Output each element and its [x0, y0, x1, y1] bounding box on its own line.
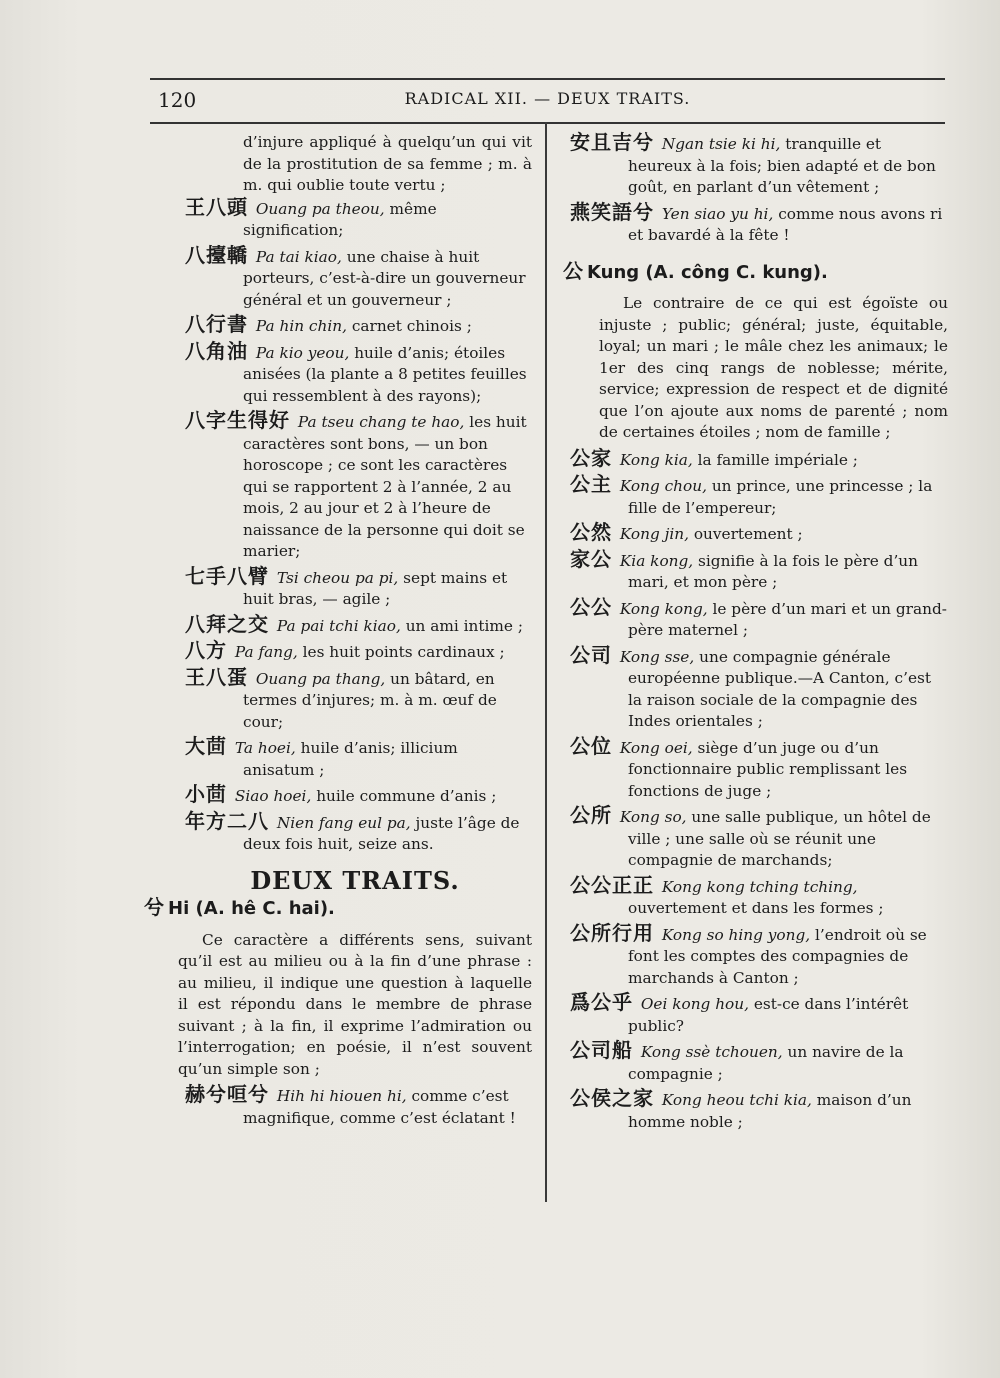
entry-definition: comme c’est magnifique, comme c’est éclatant ! [243, 1087, 516, 1127]
entry-characters: 公主 [570, 472, 612, 496]
dictionary-entry [178, 611, 532, 638]
entry-definition: est-ce dans l’intérêt public? [628, 995, 909, 1035]
dictionary-entry [563, 594, 948, 642]
entry-definition: un navire de la compagnie ; [628, 1043, 904, 1083]
entry-definition: un ami intime ; [405, 616, 523, 635]
entry-definition: sept mains et huit bras, — agile ; [243, 568, 508, 608]
entry-characters: 爲公乎 [570, 990, 633, 1014]
entry-romanization: Kong kong tching tching, [661, 877, 858, 896]
dictionary-entry [563, 992, 948, 1037]
entry-characters: 公司船 [570, 1038, 633, 1062]
entry-characters: 八角油 [185, 338, 248, 363]
running-head [150, 78, 945, 124]
dictionary-entry [178, 242, 532, 312]
entry-definition: les huit points cardinaux ; [302, 643, 505, 661]
entry-romanization: Pa tseu chang te hao, [297, 413, 465, 431]
entry-characters: 八字生得好 [185, 408, 290, 432]
dictionary-entry [178, 1084, 532, 1129]
dictionary-entry [563, 872, 948, 920]
dictionary-entry [178, 194, 532, 242]
dictionary-entry [563, 546, 948, 594]
entry-romanization: Pa tai kiao, [255, 247, 342, 266]
entry-characters: 八方 [185, 638, 227, 662]
entry-definition: juste l’âge de deux fois huit, seize ans. [243, 813, 520, 853]
running-title: RADICAL XII. — DEUX TRAITS. [404, 89, 691, 108]
section-title: DEUX TRAITS. [250, 865, 460, 895]
continuation-text: d’injure appliqué à quelqu’un qui vit de la prostitution de sa femme ; m. à m. qui oublie toute vertu ; [243, 133, 532, 194]
column-divider [545, 122, 547, 1202]
entry-romanization: Kong chou, [619, 477, 707, 495]
entry-definition: signifie à la fois le père d’un mari, et mon père ; [628, 551, 919, 591]
entry-romanization: Siao hoei, [234, 787, 312, 805]
entry-romanization: Ouang pa thang, [255, 669, 386, 688]
radical-char: 公 [563, 258, 583, 283]
dictionary-entry [178, 664, 532, 734]
radical-description: Ce caractère a différents sens, suivant qu’il est au milieu ou à la fin d’une phrase : au milieu, il indique une question à laquelle il est répondu dans le membre de phrase suivant ; à la fin, il exprime l’admiration ou l’interrogation; en poésie, il n’est souvent qu’un simple son ; [178, 930, 532, 1078]
dictionary-entry [563, 805, 948, 872]
radical-char: 兮 [144, 895, 164, 919]
entry-romanization: Kong ssè tchouen, [640, 1043, 783, 1061]
entry-definition: tranquille et heureux à la fois; bien adapté et de bon goût, en parlant d’un vêtement ; [628, 135, 936, 196]
entry-characters: 大茴 [185, 734, 227, 758]
entry-characters: 公家 [570, 445, 612, 470]
radical-heading-kung [563, 258, 948, 284]
entry-romanization: Hih hi hiouen hi, [276, 1087, 407, 1105]
entry-characters: 公所行用 [570, 920, 654, 945]
entry-characters: 公公 [570, 594, 612, 619]
dictionary-entry [563, 199, 948, 247]
entry-characters: 赫兮咺兮 [185, 1082, 269, 1106]
entry-characters: 公位 [570, 733, 612, 758]
entry-characters: 八行書 [185, 312, 248, 336]
dictionary-entry [178, 784, 532, 808]
dictionary-entry [178, 640, 532, 664]
dictionary-entry [563, 132, 948, 199]
entry-characters: 家公 [570, 546, 612, 571]
radical-text: Hi (A. hê C. hai). [168, 898, 335, 919]
entry-definition: un prince, une princesse ; la fille de l’empereur; [628, 477, 933, 517]
dictionary-entry [563, 920, 948, 990]
entry-definition: comme nous avons ri et bavardé à la fête ! [628, 204, 943, 244]
entry-definition: huile commune d’anis ; [316, 787, 497, 805]
entry-characters: 八拜之交 [185, 611, 269, 636]
entry-definition: même signification; [243, 199, 437, 239]
page-number: 120 [158, 88, 197, 112]
entry-romanization: Yen siao yu hi, [661, 204, 774, 223]
dictionary-entry [178, 314, 532, 338]
radical-text: Kung (A. công C. kung). [587, 261, 828, 283]
entry-romanization: Pa fang, [234, 643, 298, 661]
entry-romanization: Kia kong, [619, 551, 694, 570]
entry-characters: 公所 [570, 803, 612, 827]
entry-definition: maison d’un homme noble ; [628, 1091, 912, 1131]
left-entry-list [178, 194, 532, 856]
dictionary-entry [563, 522, 948, 546]
entry-characters: 王八頭 [185, 194, 248, 219]
entry-romanization: Kong so, [619, 808, 687, 826]
entry-romanization: Tsi cheou pa pi, [276, 568, 399, 587]
entry-romanization: Ngan tsie ki hi, [661, 135, 781, 153]
dictionary-entry [563, 733, 948, 803]
dictionary-entry [178, 808, 532, 856]
entry-definition: huile d’anis; étoiles anisées (la plante a 8 petites feuilles qui ressemblent à des rayons); [243, 343, 527, 405]
entry-romanization: Pa hin chin, [255, 317, 347, 335]
dictionary-entry [178, 410, 532, 563]
entry-characters: 七手八臂 [185, 563, 269, 588]
entry-romanization: Pa kio yeou, [255, 343, 350, 362]
right-column [563, 132, 948, 1136]
entry-definition: l’endroit où se font les comptes des compagnies de marchands à Canton ; [628, 925, 927, 987]
entry-definition: carnet chinois ; [351, 317, 472, 335]
entry-definition: une compagnie générale européenne publique.—A Canton, c’est la raison sociale de la compagnie des Indes orientales ; [628, 647, 932, 730]
dictionary-entry [563, 1040, 948, 1085]
entry-definition: siège d’un juge ou d’un fonctionnaire public remplissant les fonctions de juge ; [628, 738, 908, 800]
dictionary-entry [563, 474, 948, 519]
entry-romanization: Kong kong, [619, 599, 708, 618]
entry-romanization: Kong kia, [619, 450, 693, 469]
entry-definition: les huit caractères sont bons, — un bon horoscope ; ce sont les caractères qui se rapportent 2 à l’année, 2 au mois, 2 au jour et 2 à l’heure de naissance de la personne qui doit se marier; [243, 413, 527, 560]
entry-definition: ouvertement et dans les formes ; [628, 899, 884, 917]
entry-characters: 公然 [570, 520, 612, 544]
entry-definition: le père d’un mari et un grand-père maternel ; [628, 599, 947, 639]
radical-description: Le contraire de ce qui est égoïste ou injuste ; public; général; juste, équitable, loyal; un mari ; le mâle chez les animaux; le 1er des cinq rangs de noblesse; mérite, service; expression de respect et de dignité que l’on ajoute aux noms de parenté ; nom de certaines étoiles ; nom de famille ; [599, 294, 948, 441]
entry-definition: une chaise à huit porteurs, c’est-à-dire un gouverneur général et un gouverneur ; [243, 247, 526, 309]
dictionary-entry [178, 338, 532, 408]
entry-characters: 年方二八 [185, 808, 269, 833]
entry-definition: une salle publique, un hôtel de ville ; une salle où se réunit une compagnie de marchands; [628, 808, 931, 869]
entry-characters: 公侯之家 [570, 1086, 654, 1110]
entry-romanization: Ouang pa theou, [255, 199, 385, 218]
entry-romanization: Kong sse, [619, 647, 695, 666]
entry-characters: 小茴 [185, 782, 227, 806]
entry-romanization: Kong heou tchi kia, [661, 1091, 812, 1109]
dictionary-entry [563, 642, 948, 733]
dictionary-entry [178, 736, 532, 781]
entry-romanization: Kong oei, [619, 738, 693, 757]
dictionary-entry [178, 563, 532, 611]
entry-definition: huile d’anis; illicium anisatum ; [243, 739, 458, 779]
dictionary-entry [563, 445, 948, 472]
entry-definition: un bâtard, en termes d’injures; m. à m. œuf de cour; [243, 669, 497, 731]
entry-characters: 安且吉兮 [570, 130, 654, 154]
entry-characters: 公司 [570, 642, 612, 667]
entry-characters: 八擡轎 [185, 242, 248, 267]
entry-romanization: Pa pai tchi kiao, [276, 616, 401, 635]
entry-characters: 燕笑語兮 [570, 199, 654, 224]
entry-romanization: Nien fang eul pa, [276, 813, 411, 832]
entry-characters: 公公正正 [570, 872, 654, 897]
radical-heading-hi [144, 897, 532, 920]
entry-romanization: Ta hoei, [234, 739, 296, 757]
entry-characters: 王八蛋 [185, 664, 248, 689]
right-entry-list [563, 445, 948, 1134]
entry-romanization: Oei kong hou, [640, 995, 749, 1013]
entry-romanization: Kong jin, [619, 525, 689, 543]
entry-definition: ouvertement ; [693, 525, 803, 543]
entry-romanization: Kong so hing yong, [661, 925, 811, 944]
dictionary-entry [563, 1088, 948, 1133]
left-column [144, 132, 532, 1132]
right-entry-list-top [563, 132, 948, 247]
entry-definition: la famille impériale ; [697, 450, 858, 469]
